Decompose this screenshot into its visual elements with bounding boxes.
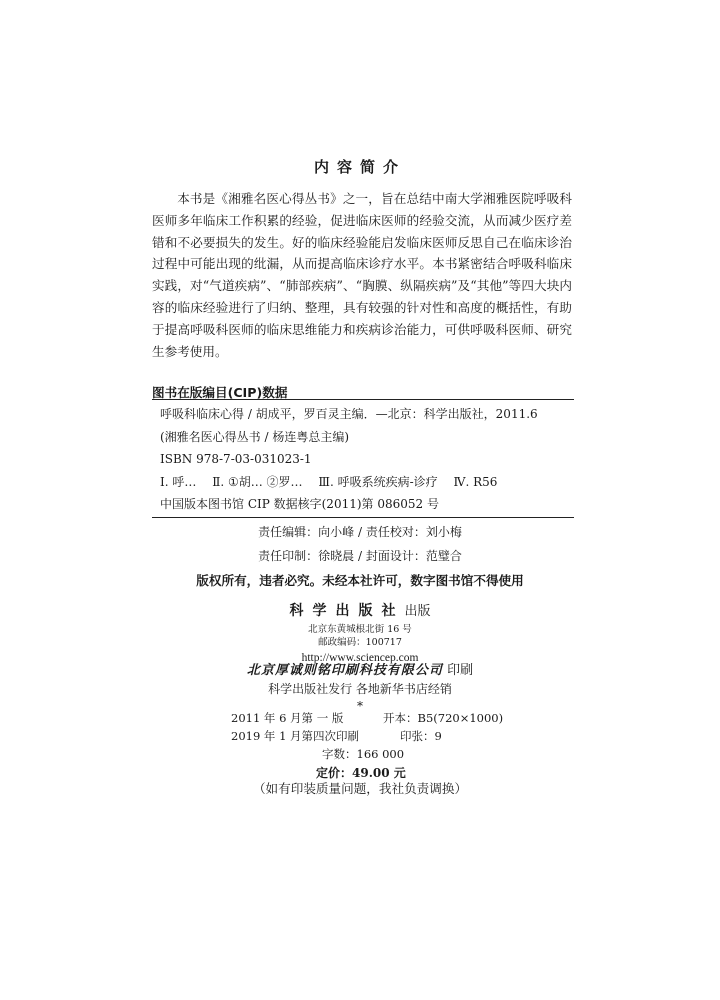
cip-title-line: 呼吸科临床心得 / 胡成平，罗百灵主编．—北京：科学出版社，2011.6 (160, 407, 538, 421)
printer-name: 北京厚诚则铭印刷科技有限公司 (246, 663, 443, 678)
cip-top-rule (152, 399, 574, 400)
publisher-suffix: 出版 (404, 604, 431, 619)
cip-heading: 图书在版编目(CIP)数据 (152, 385, 288, 400)
publisher-url: http://www.sciencep.com (301, 652, 419, 664)
quality-notice: （如有印装质量问题，我社负责调换） (252, 781, 468, 796)
publisher-postcode: 邮政编码：100717 (318, 637, 402, 648)
cip-class-2: Ⅱ. ①胡… ②罗… (212, 474, 303, 489)
cip-core-number: 中国版本图书馆 CIP 数据核字(2011)第 086052 号 (160, 497, 439, 511)
sheets: 印张：9 (400, 729, 442, 743)
rights-statement: 版权所有，违者必究。未经本社许可，数字图书馆不得使用 (196, 573, 524, 588)
publisher-logo: 科学出版社 (289, 603, 405, 619)
abstract-body (152, 188, 572, 362)
separator-asterisk: * (357, 699, 363, 713)
printer-line (0, 660, 720, 682)
price: 定价：49.00 元 (316, 766, 406, 780)
cip-class-4: Ⅳ. R56 (453, 474, 498, 489)
abstract-paragraph: 本书是《湘雅名医心得丛书》之一，旨在总结中南大学湘雅医院呼吸科医师多年临床工作积累的经验，促进临床医师的经验交流，从而减少医疗差错和不必要损失的发生。好的临床经验能启发临床医师反思自己在临床诊治过程中可能出现的纰漏，从而提高临床诊疗水平。本书紧密结合呼吸科临床实践，对“气道疾病”、“肺部疾病”、“胸膜、纵隔疾病”及“其他”等四大块内容的临床经验进行了归纳、整理，具有较强的针对性和高度的概括性，有助于提高呼吸科医师的临床思维能力和疾病诊治能力，可供呼吸科医师、研究生参考使用。 (152, 191, 572, 359)
cip-bottom-rule (152, 517, 574, 518)
credits (0, 520, 720, 568)
printer-suffix: 印刷 (447, 663, 474, 678)
edition: 2011 年 6 月第 一 版 (231, 711, 344, 725)
cip-class-3: Ⅲ. 呼吸系统疾病-诊疗 (318, 474, 438, 489)
format: 开本：B5(720×1000) (383, 711, 504, 725)
cip-record (160, 403, 574, 516)
abstract-title: 内容简介 (313, 158, 406, 176)
printing: 2019 年 1 月第四次印刷 (231, 729, 360, 743)
distribution-line: 科学出版社发行 各地新华书店经销 (268, 682, 452, 696)
cip-classifications (160, 471, 574, 494)
publisher-address: 北京东黄城根北街 16 号 (308, 624, 412, 635)
publisher-name-line (0, 600, 720, 623)
cip-series-line: (湘雅名医心得丛书 / 杨连粤总主编) (160, 429, 350, 444)
credits-line-editors: 责任编辑：向小峰 / 责任校对：刘小梅 (258, 525, 462, 539)
cip-isbn: ISBN 978-7-03-031023-1 (160, 452, 312, 466)
cip-class-1: Ⅰ. 呼… (160, 474, 197, 489)
word-count: 字数：166 000 (322, 747, 405, 761)
publisher-block (0, 600, 720, 667)
credits-line-production: 责任印制：徐晓晨 / 封面设计：范璧合 (258, 549, 462, 563)
